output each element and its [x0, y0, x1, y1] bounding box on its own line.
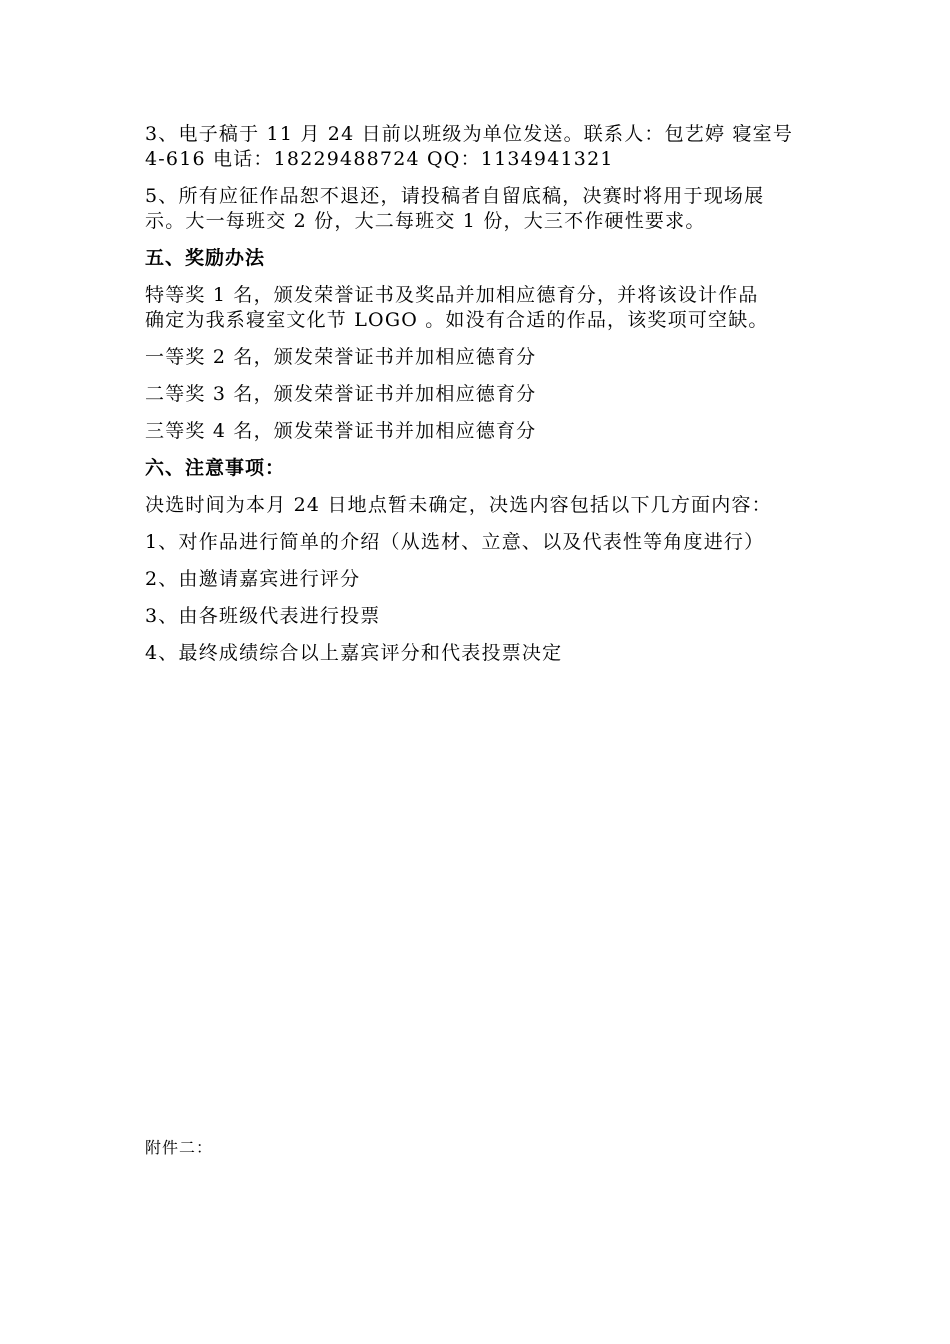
- text-line: 确定为我系寝室文化节 LOGO 。如没有合适的作品，该奖项可空缺。: [145, 309, 769, 331]
- text-line: 3、由各班级代表进行投票: [145, 605, 381, 627]
- text-line: 二等奖 3 名，颁发荣誉证书并加相应德育分: [145, 383, 537, 405]
- text-line: 4-616 电话：18229488724 QQ：1134941321: [145, 148, 614, 170]
- award-special-prize: [145, 283, 810, 333]
- notes-item: [145, 567, 810, 592]
- text-line: 1、对作品进行简单的介绍（从选材、立意、以及代表性等角度进行）: [145, 531, 765, 553]
- upload-instruction-item-3: [145, 122, 810, 172]
- award-second-prize: [145, 382, 810, 407]
- text-line: 3、电子稿于 11 月 24 日前以班级为单位发送。联系人：包艺婷 寝室号: [145, 123, 794, 145]
- text-line: 5、所有应征作品恕不退还，请投稿者自留底稿，决赛时将用于现场展: [145, 185, 765, 207]
- text-line: 三等奖 4 名，颁发荣誉证书并加相应德育分: [145, 420, 537, 442]
- upload-instruction-item-5: [145, 184, 810, 234]
- award-first-prize: [145, 345, 810, 370]
- notes-heading: 六、注意事项：: [145, 457, 286, 479]
- document-body: [145, 122, 810, 678]
- text-line: 一等奖 2 名，颁发荣誉证书并加相应德育分: [145, 346, 537, 368]
- text-line: 决选时间为本月 24 日地点暂未确定，决选内容包括以下几方面内容：: [145, 494, 772, 516]
- text-line: 2、由邀请嘉宾进行评分: [145, 568, 361, 590]
- award-third-prize: [145, 419, 810, 444]
- notes-intro: [145, 493, 810, 518]
- text-line: 特等奖 1 名，颁发荣誉证书及奖品并加相应德育分，并将该设计作品: [145, 284, 759, 306]
- awards-heading: 五、奖励办法: [145, 247, 266, 269]
- notes-item: [145, 641, 810, 666]
- attachment-label: 附件二：: [145, 1138, 214, 1157]
- text-line: 示。大一每班交 2 份，大二每班交 1 份，大三不作硬性要求。: [145, 210, 706, 232]
- notes-item: [145, 530, 810, 555]
- text-line: 4、最终成绩综合以上嘉宾评分和代表投票决定: [145, 642, 563, 664]
- notes-item: [145, 604, 810, 629]
